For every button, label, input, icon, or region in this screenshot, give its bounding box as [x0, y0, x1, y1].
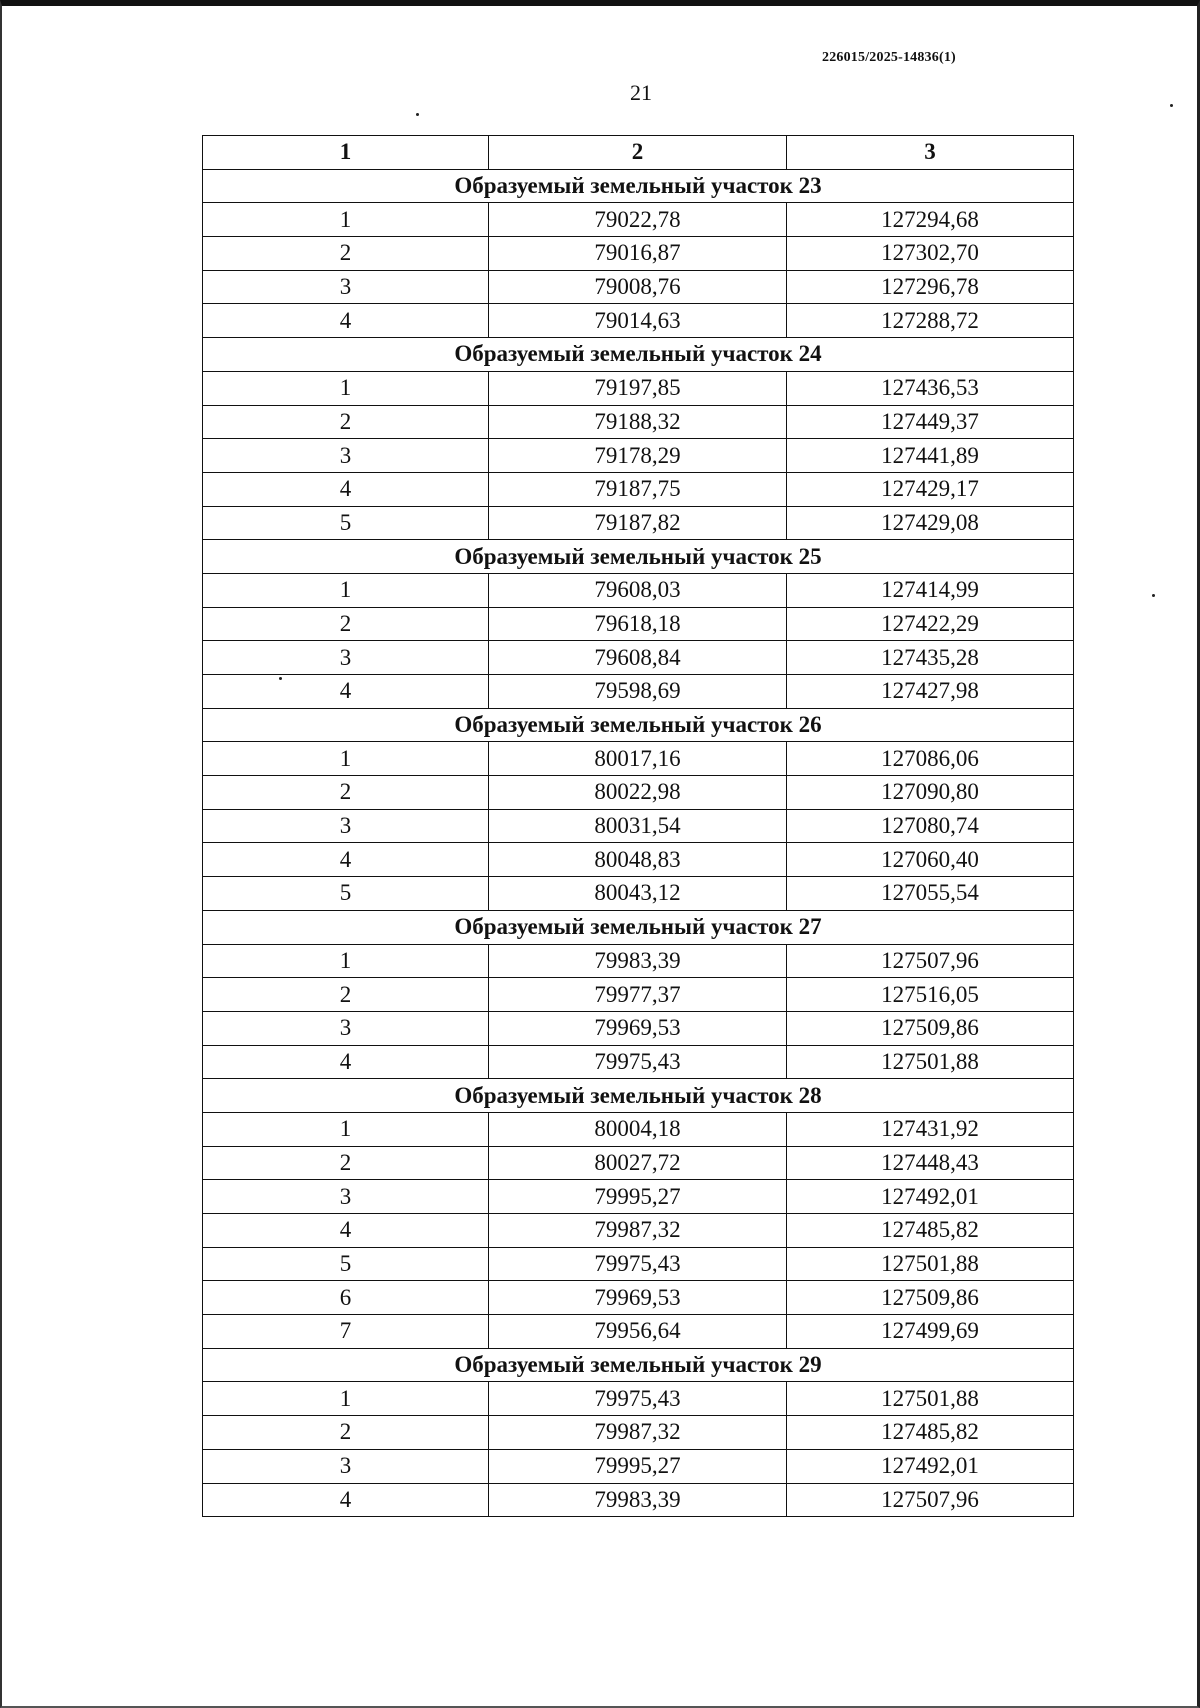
table-row: [203, 405, 1074, 439]
coordinate-y-cell: 127055,54: [787, 877, 1074, 911]
coordinate-y-cell: 127501,88: [787, 1382, 1074, 1416]
section-title: Образуемый земельный участок 26: [203, 708, 1074, 742]
coordinate-y-cell: 127431,92: [787, 1112, 1074, 1146]
coordinate-y-cell: 127294,68: [787, 203, 1074, 237]
table-row: [203, 1483, 1074, 1517]
point-number-cell: 3: [203, 1449, 489, 1483]
coordinate-x-cell: 79969,53: [489, 1011, 787, 1045]
coordinate-y-cell: 127509,86: [787, 1281, 1074, 1315]
coordinate-y-cell: 127492,01: [787, 1449, 1074, 1483]
point-number-cell: 2: [203, 1146, 489, 1180]
coordinate-x-cell: 80031,54: [489, 809, 787, 843]
coordinate-y-cell: 127296,78: [787, 270, 1074, 304]
coordinate-x-cell: 79618,18: [489, 607, 787, 641]
table-row: [203, 1382, 1074, 1416]
section-row: [203, 1079, 1074, 1113]
point-number-cell: 3: [203, 809, 489, 843]
point-number-cell: 3: [203, 1011, 489, 1045]
section-title: Образуемый земельный участок 29: [203, 1348, 1074, 1382]
table-row: [203, 978, 1074, 1012]
table-row: [203, 641, 1074, 675]
section-row: [203, 910, 1074, 944]
coordinate-y-cell: 127485,82: [787, 1214, 1074, 1248]
section-title: Образуемый земельный участок 24: [203, 338, 1074, 372]
coordinate-x-cell: 79022,78: [489, 203, 787, 237]
column-header: 1: [203, 136, 489, 170]
table-row: [203, 237, 1074, 271]
point-number-cell: 4: [203, 843, 489, 877]
point-number-cell: 1: [203, 1112, 489, 1146]
table-header-row: [203, 136, 1074, 170]
coordinate-x-cell: 79975,43: [489, 1247, 787, 1281]
point-number-cell: 2: [203, 978, 489, 1012]
coordinate-y-cell: 127492,01: [787, 1180, 1074, 1214]
point-number-cell: 3: [203, 641, 489, 675]
coordinate-y-cell: 127429,08: [787, 506, 1074, 540]
coordinate-x-cell: 79016,87: [489, 237, 787, 271]
table-row: [203, 472, 1074, 506]
coordinate-y-cell: 127499,69: [787, 1315, 1074, 1349]
coordinate-y-cell: 127501,88: [787, 1045, 1074, 1079]
table-row: [203, 607, 1074, 641]
coordinate-x-cell: 79975,43: [489, 1382, 787, 1416]
coordinate-x-cell: 80022,98: [489, 776, 787, 810]
section-row: [203, 708, 1074, 742]
coordinate-x-cell: 79983,39: [489, 944, 787, 978]
coordinate-y-cell: 127449,37: [787, 405, 1074, 439]
table-row: [203, 1214, 1074, 1248]
table-row: [203, 809, 1074, 843]
coordinate-x-cell: 79987,32: [489, 1416, 787, 1450]
table-row: [203, 371, 1074, 405]
point-number-cell: 1: [203, 203, 489, 237]
point-number-cell: 5: [203, 506, 489, 540]
point-number-cell: 3: [203, 270, 489, 304]
point-number-cell: 4: [203, 1483, 489, 1517]
table-row: [203, 573, 1074, 607]
coordinate-x-cell: 79987,32: [489, 1214, 787, 1248]
coordinate-x-cell: 79608,03: [489, 573, 787, 607]
section-row: [203, 169, 1074, 203]
coordinate-y-cell: 127429,17: [787, 472, 1074, 506]
coordinate-x-cell: 79956,64: [489, 1315, 787, 1349]
coordinate-x-cell: 79977,37: [489, 978, 787, 1012]
point-number-cell: 3: [203, 439, 489, 473]
coordinate-x-cell: 79598,69: [489, 675, 787, 709]
point-number-cell: 1: [203, 944, 489, 978]
coordinate-y-cell: 127516,05: [787, 978, 1074, 1012]
scan-speck: [1170, 104, 1173, 107]
coordinate-y-cell: 127436,53: [787, 371, 1074, 405]
point-number-cell: 1: [203, 371, 489, 405]
column-header: 3: [787, 136, 1074, 170]
coordinate-y-cell: 127090,80: [787, 776, 1074, 810]
point-number-cell: 1: [203, 1382, 489, 1416]
point-number-cell: 4: [203, 1214, 489, 1248]
coordinate-y-cell: 127507,96: [787, 1483, 1074, 1517]
table-row: [203, 944, 1074, 978]
point-number-cell: 4: [203, 675, 489, 709]
point-number-cell: 1: [203, 742, 489, 776]
coordinate-x-cell: 80004,18: [489, 1112, 787, 1146]
table-row: [203, 1416, 1074, 1450]
section-row: [203, 540, 1074, 574]
table-row: [203, 1045, 1074, 1079]
table-row: [203, 1011, 1074, 1045]
coordinate-x-cell: 79187,82: [489, 506, 787, 540]
document-id: 226015/2025-14836(1): [822, 50, 956, 65]
coordinate-x-cell: 79187,75: [489, 472, 787, 506]
coordinate-y-cell: 127302,70: [787, 237, 1074, 271]
coordinate-y-cell: 127507,96: [787, 944, 1074, 978]
coordinate-y-cell: 127288,72: [787, 304, 1074, 338]
point-number-cell: 7: [203, 1315, 489, 1349]
table-row: [203, 742, 1074, 776]
point-number-cell: 4: [203, 304, 489, 338]
table-row: [203, 1315, 1074, 1349]
table-row: [203, 1112, 1074, 1146]
point-number-cell: 5: [203, 877, 489, 911]
point-number-cell: 2: [203, 237, 489, 271]
table-row: [203, 1449, 1074, 1483]
coordinate-x-cell: 79975,43: [489, 1045, 787, 1079]
coordinate-x-cell: 79197,85: [489, 371, 787, 405]
section-title: Образуемый земельный участок 28: [203, 1079, 1074, 1113]
coordinate-y-cell: 127086,06: [787, 742, 1074, 776]
page-number: 21: [630, 80, 652, 105]
coordinate-x-cell: 79969,53: [489, 1281, 787, 1315]
point-number-cell: 2: [203, 405, 489, 439]
point-number-cell: 4: [203, 1045, 489, 1079]
table-row: [203, 304, 1074, 338]
point-number-cell: 5: [203, 1247, 489, 1281]
coordinate-x-cell: 80027,72: [489, 1146, 787, 1180]
coordinate-x-cell: 79008,76: [489, 270, 787, 304]
coordinate-y-cell: 127435,28: [787, 641, 1074, 675]
section-row: [203, 338, 1074, 372]
scan-speck: [1152, 594, 1155, 597]
table-row: [203, 203, 1074, 237]
coordinate-y-cell: 127501,88: [787, 1247, 1074, 1281]
table-row: [203, 877, 1074, 911]
coordinate-y-cell: 127427,98: [787, 675, 1074, 709]
point-number-cell: 4: [203, 472, 489, 506]
coordinate-x-cell: 79995,27: [489, 1180, 787, 1214]
section-row: [203, 1348, 1074, 1382]
point-number-cell: 3: [203, 1180, 489, 1214]
coordinate-x-cell: 80048,83: [489, 843, 787, 877]
coordinates-table: [202, 135, 1074, 1517]
coordinate-x-cell: 79608,84: [489, 641, 787, 675]
table-row: [203, 1247, 1074, 1281]
coordinate-y-cell: 127060,40: [787, 843, 1074, 877]
coordinate-x-cell: 80017,16: [489, 742, 787, 776]
point-number-cell: 2: [203, 776, 489, 810]
table-row: [203, 506, 1074, 540]
coordinate-x-cell: 79178,29: [489, 439, 787, 473]
table-row: [203, 1180, 1074, 1214]
table-body: [203, 169, 1074, 1517]
coordinate-y-cell: 127414,99: [787, 573, 1074, 607]
coordinate-x-cell: 79188,32: [489, 405, 787, 439]
table-row: [203, 843, 1074, 877]
coordinate-x-cell: 80043,12: [489, 877, 787, 911]
coordinate-x-cell: 79014,63: [489, 304, 787, 338]
table-row: [203, 439, 1074, 473]
table-row: [203, 675, 1074, 709]
table-row: [203, 776, 1074, 810]
coordinate-x-cell: 79983,39: [489, 1483, 787, 1517]
section-title: Образуемый земельный участок 27: [203, 910, 1074, 944]
table-row: [203, 270, 1074, 304]
point-number-cell: 6: [203, 1281, 489, 1315]
point-number-cell: 1: [203, 573, 489, 607]
table-row: [203, 1146, 1074, 1180]
coordinate-y-cell: 127441,89: [787, 439, 1074, 473]
point-number-cell: 2: [203, 607, 489, 641]
scan-speck: [416, 113, 419, 116]
coordinate-x-cell: 79995,27: [489, 1449, 787, 1483]
column-header: 2: [489, 136, 787, 170]
section-title: Образуемый земельный участок 25: [203, 540, 1074, 574]
table-row: [203, 1281, 1074, 1315]
coordinate-y-cell: 127485,82: [787, 1416, 1074, 1450]
coordinate-y-cell: 127509,86: [787, 1011, 1074, 1045]
point-number-cell: 2: [203, 1416, 489, 1450]
section-title: Образуемый земельный участок 23: [203, 169, 1074, 203]
coordinate-y-cell: 127422,29: [787, 607, 1074, 641]
coordinate-y-cell: 127448,43: [787, 1146, 1074, 1180]
coordinate-y-cell: 127080,74: [787, 809, 1074, 843]
